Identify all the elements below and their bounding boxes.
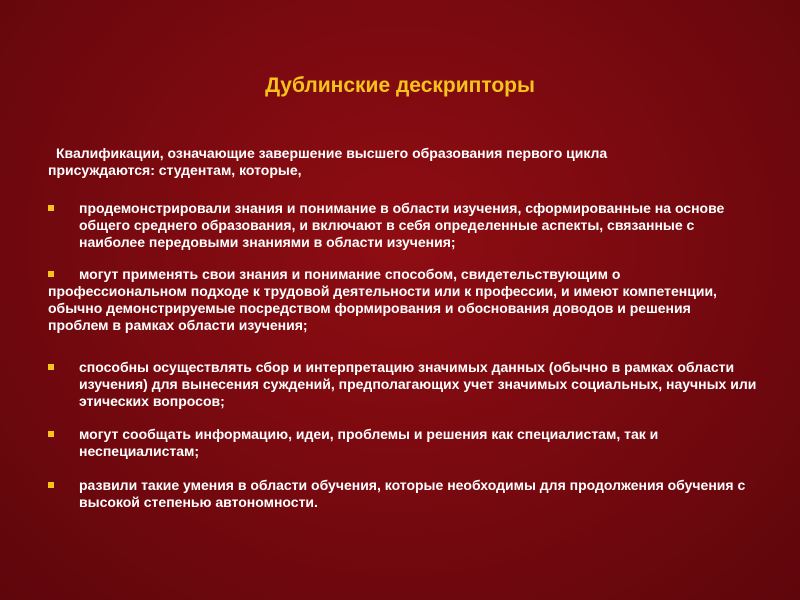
bullet-text: могут применять свои знания и понимание способом, свидетельствующим о профессиональном подходе к трудовой деятельности или к профессии, и имеют компетенции, обычно демонстрируемые посредством формирования и обоснования доводов и решения проблем в рамках области изучения;: [48, 266, 717, 333]
bullet-item-1: [48, 200, 768, 251]
bullet-text: развили такие умения в области обучения, которые необходимы для продолжения обучения с высокой степенью автономности.: [79, 477, 746, 510]
bullet-item-3: [48, 359, 768, 410]
bullet-item-2: [48, 266, 768, 334]
bullet-text: могут сообщать информацию, идеи, проблемы и решения как специалистам, так и неспециалистам;: [79, 426, 659, 459]
intro-paragraph: [48, 145, 768, 179]
intro-line-1: Квалификации, означающие завершение высшего образования первого цикла: [56, 145, 608, 161]
bullet-text: продемонстрировали знания и понимание в области изучения, сформированные на основе общего среднего образования, и включают в себя определенные аспекты, связанные с наиболее передовыми знаниями в области изучения;: [79, 200, 725, 250]
intro-line-2: присуждаются: студентам, которые,: [48, 162, 302, 178]
bullet-square-icon: [48, 482, 54, 488]
bullet-square-icon: [48, 364, 54, 370]
bullet-square-icon: [48, 431, 54, 437]
bullet-square-icon: [48, 271, 54, 277]
bullet-item-4: [48, 426, 768, 460]
bullet-square-icon: [48, 205, 54, 211]
slide-title: Дублинские дескрипторы: [265, 74, 535, 97]
bullet-text: способны осуществлять сбор и интерпретацию значимых данных (обычно в рамках области изучения) для вынесения суждений, предполагающих учет значимых социальных, научных или этических вопросов;: [79, 359, 757, 409]
bullet-item-5: [48, 477, 768, 511]
